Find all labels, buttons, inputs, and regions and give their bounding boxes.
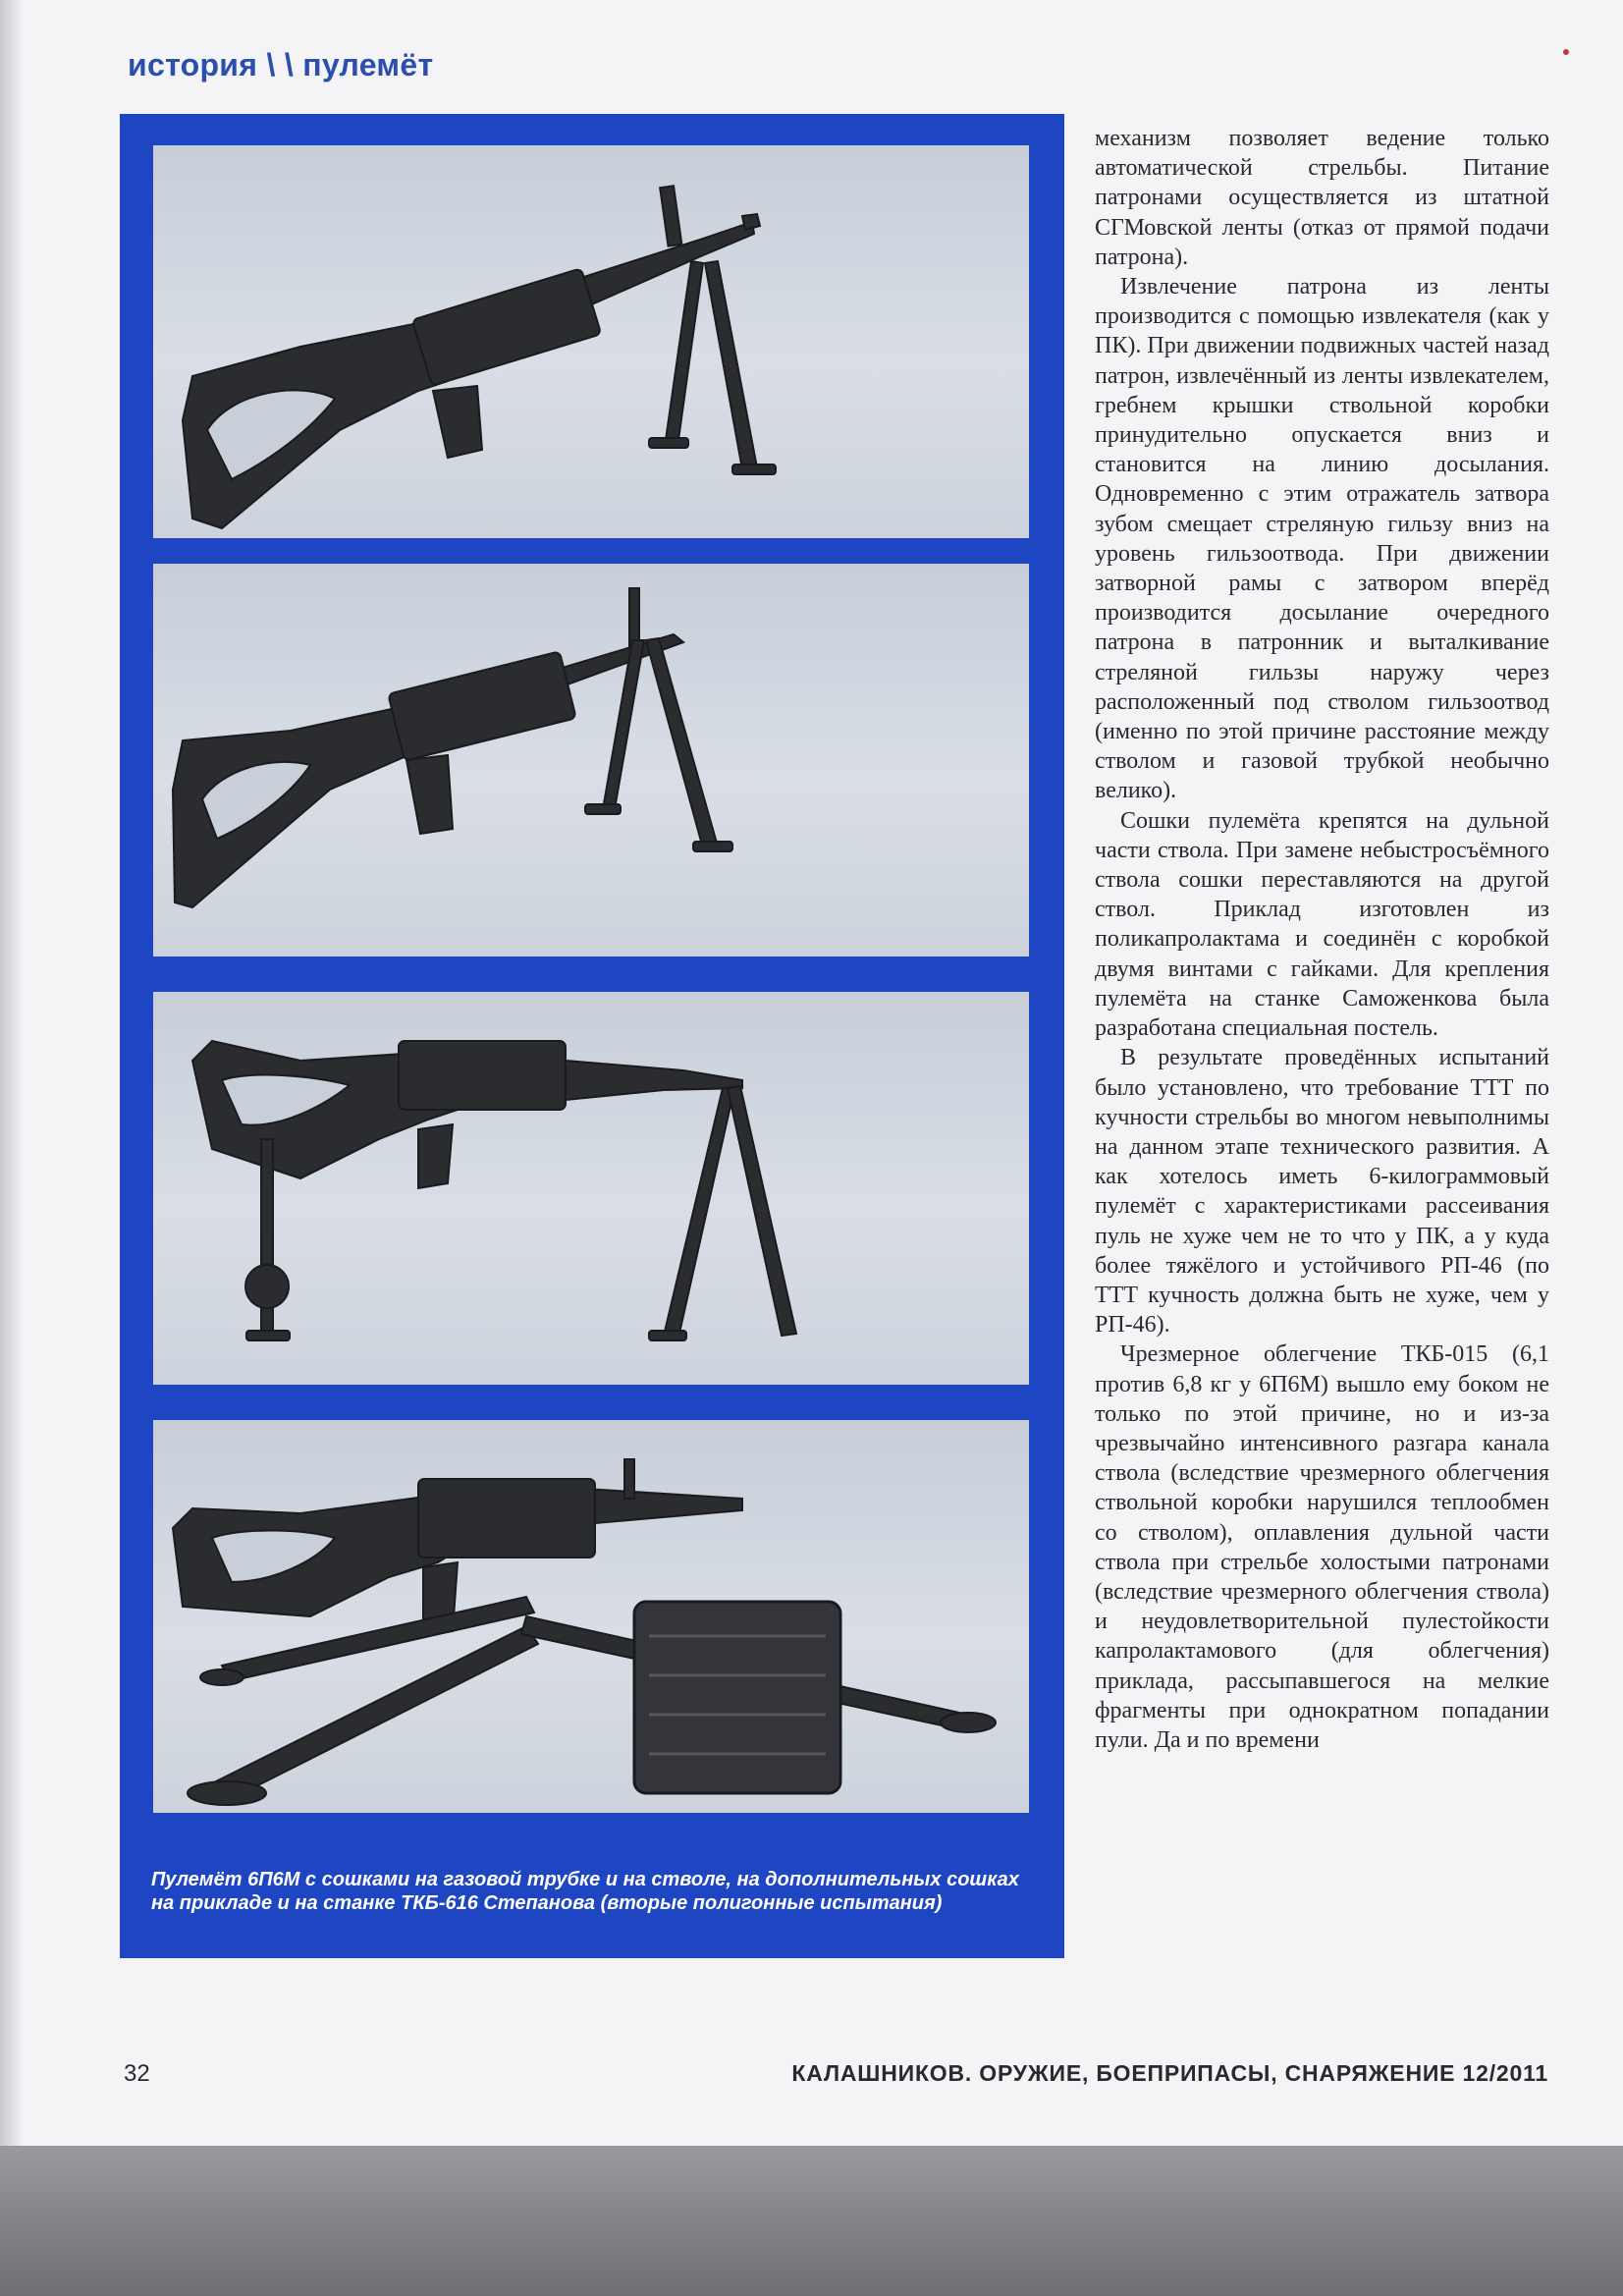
photo-panel-4 — [153, 1420, 1029, 1813]
scan-background — [0, 2146, 1623, 2296]
machine-gun-photo-2 — [153, 564, 1029, 957]
figure-frame — [120, 114, 1064, 1958]
photo-panel-2 — [153, 564, 1029, 957]
machine-gun-photo-4 — [153, 1420, 1029, 1813]
paragraph: Извлечение патрона из ленты производится с помощью извлекателя (как у ПК). При движении подвижных частей назад патрон, извлечённый из ленты извлекателем, гребнем крышки ствольной коробки принудительно опускается вниз и становится на линию досылания. Одновременно с этим отражатель затвора зубом смещает стреляную гильзу вниз на уровень гильзоотвода. При движении затворной рамы с затвором вперёд производится досылание очередного патрона в патронник и выталкивание стреляной гильзы наружу через расположенный под стволом гильзоотвод (именно по этой причине расстояние между стволом и газовой трубкой необычно велико). — [1095, 274, 1549, 804]
photo-panel-1 — [153, 145, 1029, 538]
page-number: 32 — [124, 2060, 150, 2087]
section-header: история \ \ пулемёт — [128, 47, 434, 82]
paragraph: В результате проведённых испытаний было установлено, что требование ТТТ по кучности стрельбы во многом невыполнимы на данном этапе технического развития. А как хотелось иметь 6-килограммовый пулемёт с характеристиками рассеивания пуль не хуже чем не то что у ПК, а у куда более тяжёлого и устойчивого РП-46 (по ТТТ кучность должна быть не хуже, чем у РП-46). — [1095, 1045, 1549, 1339]
paragraph: механизм позволяет ведение только автоматической стрельбы. Питание патронами осуществляется из штатной СГМовской ленты (отказ от прямой подачи патрона). — [1095, 126, 1549, 270]
machine-gun-photo-3 — [153, 992, 1029, 1385]
article-column — [1095, 124, 1549, 1755]
photo-panel-3 — [153, 992, 1029, 1385]
print-mark — [1563, 49, 1569, 55]
figure-caption: Пулемёт 6П6М с сошками на газовой трубке и на стволе, на дополнительных сошках на прикладе и на станке ТКБ-616 Степанова (вторые полигонные испытания) — [151, 1869, 1019, 1914]
magazine-title: КАЛАШНИКОВ. ОРУЖИЕ, БОЕПРИПАСЫ, СНАРЯЖЕНИЕ 12/2011 — [791, 2060, 1548, 2086]
paragraph: Сошки пулемёта крепятся на дульной части ствола. При замене небыстросъёмного ствола сошки переставляются на другой ствол. Приклад изготовлен из поликапролактама и соединён с коробкой двумя винтами с гайками. Для крепления пулемёта на станке Саможенкова была разработана специальная постель. — [1095, 807, 1549, 1042]
paragraph: Чрезмерное облегчение ТКБ-015 (6,1 против 6,8 кг у 6П6М) вышло ему боком не только по этой причине, но и из-за чрезвычайно интенсивного разгара канала ствола (вследствие чрезмерного облегчения ствольной коробки нарушился теплообмен со стволом), оплавления дульной части ствола при стрельбе холостыми патронами (вследствие чрезмерного облегчения ствола) и неудовлетворительной пулестойкости капролактамового (для облегчения) приклада, рассыпавшегося на мелкие фрагменты при однократном попадании пули. Да и по времени — [1095, 1341, 1549, 1753]
page-binding-edge — [0, 0, 22, 2146]
machine-gun-photo-1 — [153, 145, 1029, 538]
